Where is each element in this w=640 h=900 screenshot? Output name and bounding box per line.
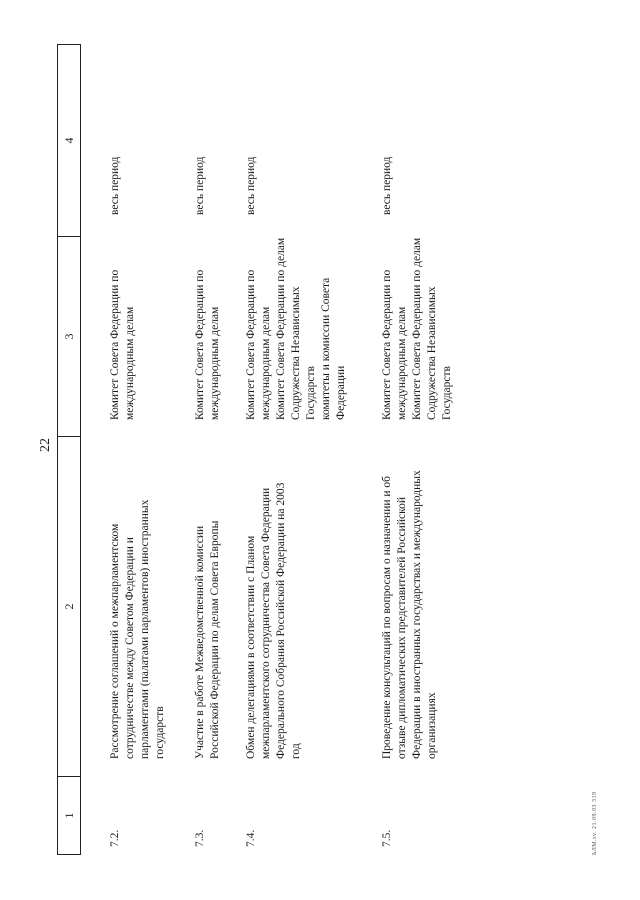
action-text: межпарламентского сотрудничества Совета Федерации <box>260 487 272 759</box>
row-number: 7.3. <box>194 829 206 847</box>
action-text: Федерации в иностранных государствах и международных <box>411 470 423 759</box>
period-cell: весь период <box>109 156 121 215</box>
column-header-1: 1 <box>58 777 81 855</box>
action-text: Обмен делегациями в соответствии с Планом <box>245 535 257 759</box>
action-cell <box>244 434 304 759</box>
row-number: 7.5. <box>381 829 393 847</box>
responsible-cell <box>380 237 455 420</box>
action-text: государств <box>154 706 166 759</box>
action-text: год <box>290 743 302 759</box>
action-text: парламентами (палатами парламентов) иностранных <box>139 499 151 759</box>
column-header-4: 4 <box>58 45 81 237</box>
responsible-text: Государств <box>305 366 317 420</box>
period-cell: весь период <box>245 156 257 215</box>
action-text: сотрудничестве между Советом Федерации и <box>124 537 136 759</box>
responsible-text: Государств <box>441 366 453 420</box>
responsible-text: Содружества Независимых <box>290 286 302 420</box>
action-text: Федерального Собрания Российской Федерации на 2003 <box>275 482 287 759</box>
responsible-cell <box>193 245 223 420</box>
period-cell: весь период <box>194 156 206 215</box>
responsible-text: Комитет Совета Федерации по <box>109 269 121 420</box>
footer-stamp: ЬЛМ.sv. 21.09.03 319 <box>592 791 598 855</box>
responsible-text: международным делам <box>209 306 221 420</box>
responsible-text: международным делам <box>396 306 408 420</box>
action-text: организациях <box>426 692 438 759</box>
column-header-3: 3 <box>58 237 81 437</box>
page-number: 22 <box>38 438 53 452</box>
document-page <box>30 25 610 875</box>
action-text: Участие в работе Межведомственной комиссии <box>194 525 206 759</box>
action-cell <box>193 434 223 759</box>
action-text: Российской Федерации по делам Совета Европы <box>209 520 221 759</box>
responsible-text: Содружества Независимых <box>426 286 438 420</box>
action-text: отзыве дипломатических представителей Российской <box>396 497 408 759</box>
row-number: 7.2. <box>109 829 121 847</box>
responsible-cell <box>108 245 138 420</box>
period-cell: весь период <box>381 156 393 215</box>
row-number: 7.4. <box>245 829 257 847</box>
action-cell <box>380 434 440 759</box>
column-header-2: 2 <box>58 437 81 777</box>
column-number-header <box>57 44 81 855</box>
responsible-text: международным делам <box>124 306 136 420</box>
responsible-text: Комитет Совета Федерации по <box>245 269 257 420</box>
responsible-text: Федерации <box>335 365 347 420</box>
responsible-text: Комитет Совета Федерации по <box>194 269 206 420</box>
responsible-text: комитеты и комиссии Совета <box>320 277 332 420</box>
action-text: Проведение консультаций по вопросам о назначении и об <box>381 475 393 759</box>
responsible-text: международным делам <box>260 306 272 420</box>
responsible-text: Комитет Совета Федерации по <box>381 269 393 420</box>
responsible-cell <box>244 237 349 420</box>
action-text: Рассмотрение соглашений о межпарламентском <box>109 523 121 759</box>
action-cell <box>108 434 168 759</box>
responsible-text: Комитет Совета Федерации по делам <box>275 237 287 420</box>
responsible-text: Комитет Совета Федерации по делам <box>411 237 423 420</box>
